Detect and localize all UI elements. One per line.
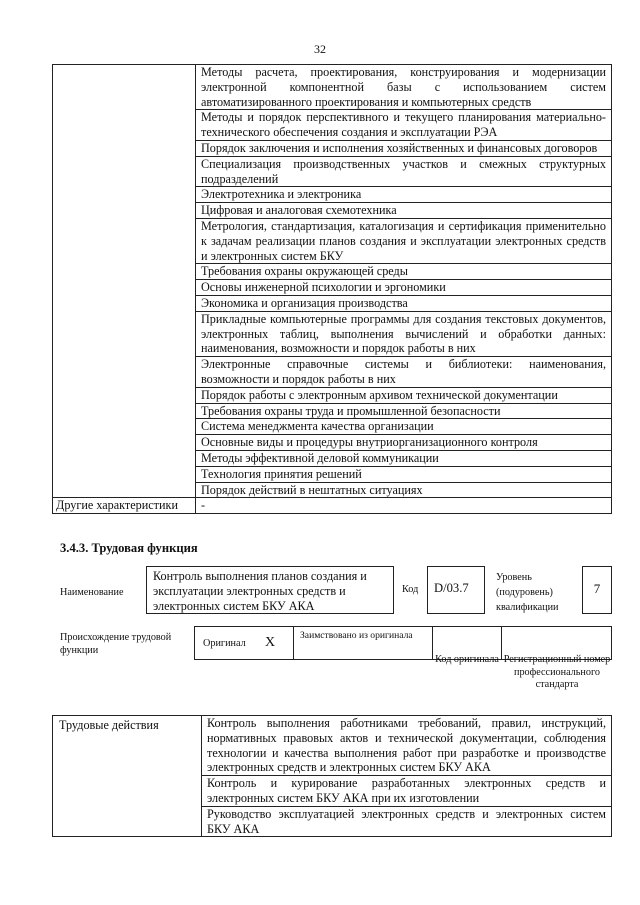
knowledge-item: Основные виды и процедуры внутриорганизационного контроля: [196, 435, 612, 451]
knowledge-item: Технология принятия решений: [196, 466, 612, 482]
name-label: Наименование: [60, 587, 124, 598]
knowledge-item: Прикладные компьютерные программы для создания текстовых документов, электронных таблиц, выполнения вычислений и обработки данных: наименования, возможности и порядок работы в них: [196, 311, 612, 356]
knowledge-item: Электронные справочные системы и библиотеки: наименования, возможности и порядок работы в них: [196, 357, 612, 388]
knowledge-item: Цифровая и аналоговая схемотехника: [196, 203, 612, 219]
actions-table-body: [53, 716, 612, 837]
other-characteristics-label: Другие характеристики: [53, 498, 196, 514]
knowledge-item: Методы и порядок перспективного и текущего планирования материально-технического обеспечения создания и эксплуатации РЭА: [196, 110, 612, 141]
section-title: 3.4.3. Трудовая функция: [60, 541, 198, 555]
borrowed-label: Заимствовано из оригинала: [300, 630, 413, 641]
knowledge-item: Требования охраны окружающей среды: [196, 264, 612, 280]
origin-code-caption: Код оригинала: [435, 654, 499, 665]
knowledge-item: Система менеджмента качества организации: [196, 419, 612, 435]
other-characteristics-value: -: [196, 498, 612, 514]
action-item: Контроль выполнения работниками требований, правил, инструкций, нормативных правовых актов и технической документации, соблюдения технологии и качества выполнения работ при разработке и производстве электронных средств и электронных систем БКУ АКА: [202, 716, 612, 776]
knowledge-row: [53, 65, 612, 110]
borrowed-box: [293, 626, 433, 660]
knowledge-item: Требования охраны труда и промышленной безопасности: [196, 403, 612, 419]
action-row: [53, 716, 612, 776]
knowledge-item: Электротехника и электроника: [196, 187, 612, 203]
origin-reg-caption: Регистрационный номер профессионального стандарта: [503, 654, 611, 690]
action-item: Руководство эксплуатацией электронных средств и электронных систем БКУ АКА: [202, 806, 612, 837]
action-item: Контроль и курирование разработанных электронных средств и электронных систем БКУ АКА при их изготовлении: [202, 776, 612, 807]
other-characteristics-row: [53, 498, 612, 514]
level-value-box: 7: [582, 566, 612, 614]
original-mark: X: [265, 635, 276, 650]
function-name-box: Контроль выполнения планов создания и эксплуатации электронных средств и электронных систем БКУ АКА: [146, 566, 394, 614]
code-value-box: D/03.7: [427, 566, 485, 614]
knowledge-item: Специализация производственных участков и смежных структурных подразделений: [196, 156, 612, 187]
knowledge-item: Метрология, стандартизация, каталогизация и сертификация применительно к задачам реализации планов создания и эксплуатации электронных средств и электронных систем БКУ: [196, 218, 612, 263]
level-label: Уровень (подуровень) квалификации: [496, 572, 559, 613]
knowledge-item: Основы инженерной психологии и эргономики: [196, 280, 612, 296]
knowledge-item: Методы расчета, проектирования, конструирования и модернизации электронной компонентной базы с использованием систем автоматизированного проектирования и компьютерных средств: [196, 65, 612, 110]
knowledge-item: Экономика и организация производства: [196, 295, 612, 311]
original-box: [194, 626, 294, 660]
actions-table: [52, 715, 612, 837]
actions-label: Трудовые действия: [53, 716, 202, 837]
origin-label: Происхождение трудовой функции: [60, 632, 172, 656]
knowledge-item: Порядок действий в нештатных ситуациях: [196, 482, 612, 498]
knowledge-table: [52, 64, 612, 514]
knowledge-item: Порядок работы с электронным архивом технической документации: [196, 387, 612, 403]
code-label: Код: [402, 584, 419, 595]
original-label: Оригинал: [203, 638, 246, 649]
page-number: 32: [314, 42, 326, 56]
knowledge-table-body: [53, 65, 612, 514]
knowledge-label-cell: [53, 65, 196, 498]
knowledge-item: Порядок заключения и исполнения хозяйственных и финансовых договоров: [196, 140, 612, 156]
knowledge-item: Методы эффективной деловой коммуникации: [196, 450, 612, 466]
